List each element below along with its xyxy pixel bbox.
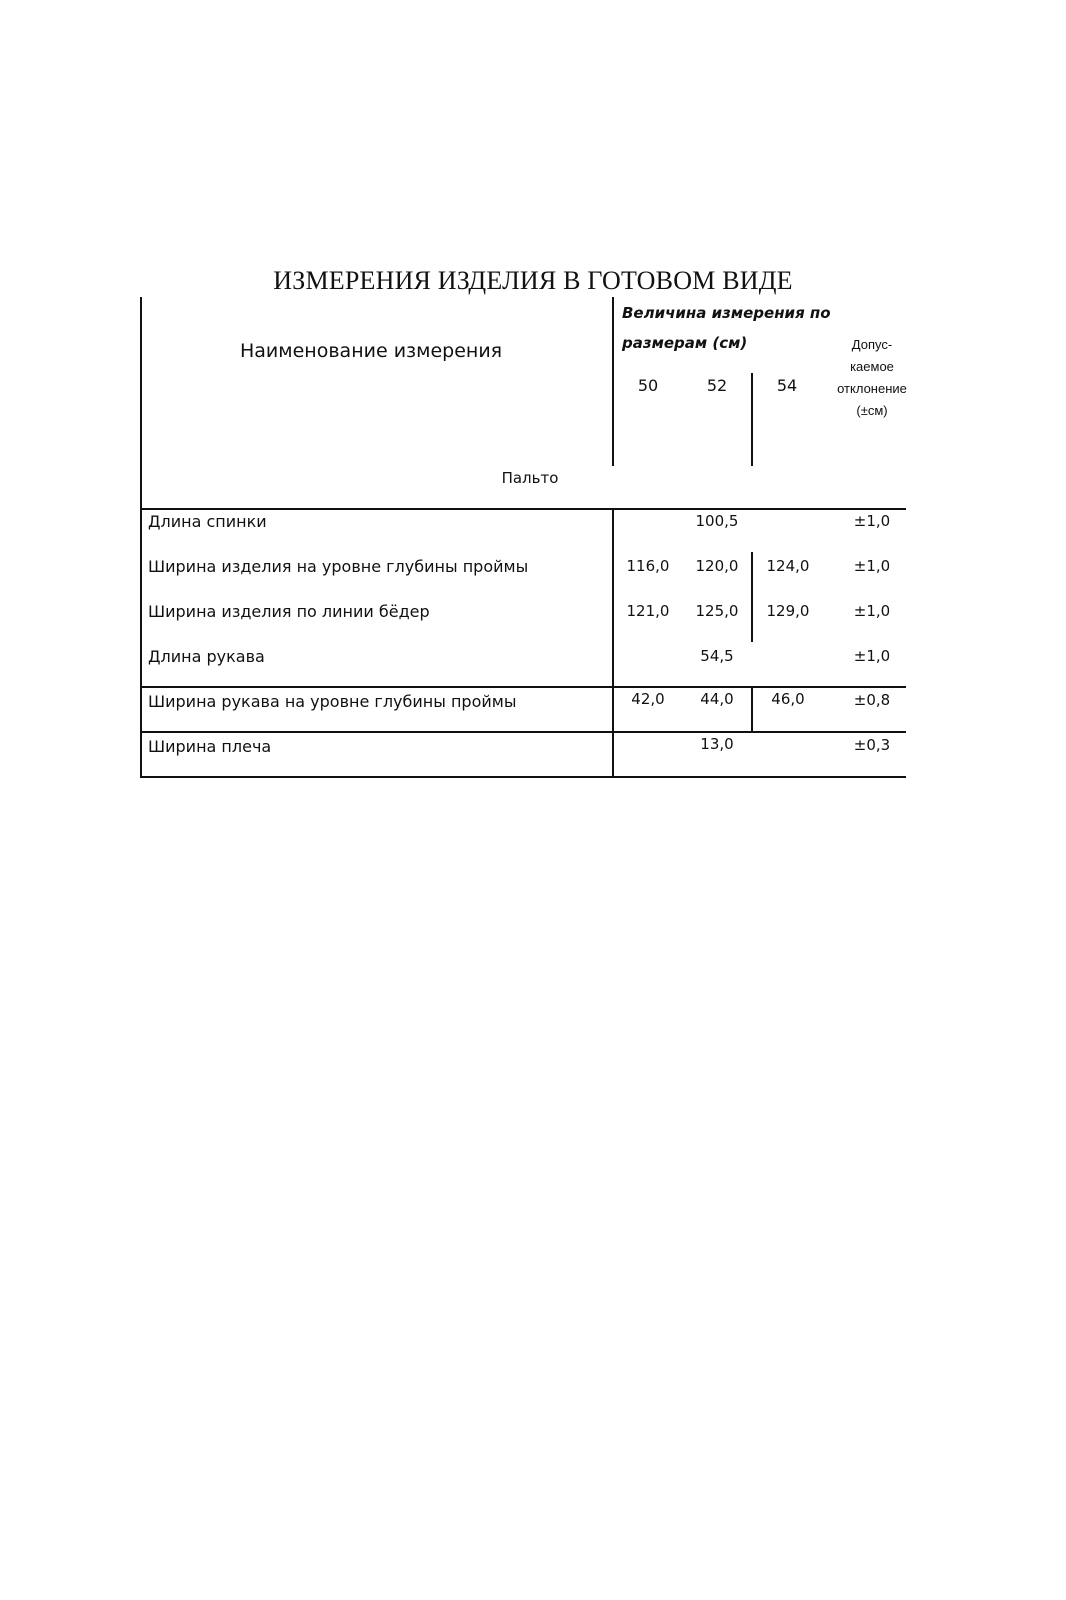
table-cell-54: 129,0 bbox=[766, 602, 810, 620]
size-54-divider-body bbox=[751, 688, 753, 732]
table-cell-52: 54,5 bbox=[700, 647, 734, 665]
table-cell-52: 44,0 bbox=[700, 690, 734, 708]
header-tolerance: Допус- каемое отклонение (±см) bbox=[837, 337, 907, 418]
document-title: ИЗМЕРЕНИЯ ИЗДЕЛИЯ В ГОТОВОМ ВИДЕ bbox=[273, 266, 793, 295]
header-size-50: 50 bbox=[637, 376, 659, 395]
table-cell-52: 120,0 bbox=[695, 557, 739, 575]
header-bottom-border bbox=[140, 508, 906, 510]
table-cell-tolerance: ±1,0 bbox=[853, 647, 891, 665]
table-row-name: Ширина рукава на уровне глубины проймы bbox=[148, 692, 517, 711]
table-cell-tolerance: ±1,0 bbox=[853, 602, 891, 620]
table-cell-54: 124,0 bbox=[766, 557, 810, 575]
size-54-divider-header bbox=[751, 373, 753, 466]
table-cell-50: 121,0 bbox=[626, 602, 670, 620]
table-bottom-border bbox=[140, 776, 906, 778]
table-cell-52: 125,0 bbox=[695, 602, 739, 620]
row-divider bbox=[140, 731, 906, 733]
table-row-name: Ширина плеча bbox=[148, 737, 272, 756]
header-size-54: 54 bbox=[776, 376, 798, 395]
table-row-name: Длина спинки bbox=[148, 512, 267, 531]
table-cell-tolerance: ±1,0 bbox=[853, 512, 891, 530]
table-cell-52: 100,5 bbox=[695, 512, 739, 530]
header-size-values: Величина измерения по размерам (см) bbox=[622, 304, 831, 352]
header-measurement-name: Наименование измерения bbox=[240, 340, 503, 362]
table-row-name: Длина рукава bbox=[148, 647, 265, 666]
table-row-name: Ширина изделия на уровне глубины проймы bbox=[148, 557, 529, 576]
table-cell-tolerance: ±0,8 bbox=[853, 691, 891, 709]
size-54-divider-body bbox=[751, 552, 753, 642]
table-cell-tolerance: ±0,3 bbox=[853, 736, 891, 754]
table-cell-54: 46,0 bbox=[771, 690, 805, 708]
table-cell-50: 116,0 bbox=[626, 557, 670, 575]
size-col-left-border-body bbox=[612, 508, 614, 778]
header-size-52: 52 bbox=[706, 376, 728, 395]
table-row-name: Ширина изделия по линии бёдер bbox=[148, 602, 430, 621]
table-left-border bbox=[140, 297, 142, 778]
size-col-left-border-header bbox=[612, 297, 614, 466]
row-divider bbox=[140, 686, 906, 688]
table-cell-52: 13,0 bbox=[700, 735, 734, 753]
table-cell-50: 42,0 bbox=[631, 690, 665, 708]
group-label: Пальто bbox=[501, 469, 559, 487]
table-cell-tolerance: ±1,0 bbox=[853, 557, 891, 575]
